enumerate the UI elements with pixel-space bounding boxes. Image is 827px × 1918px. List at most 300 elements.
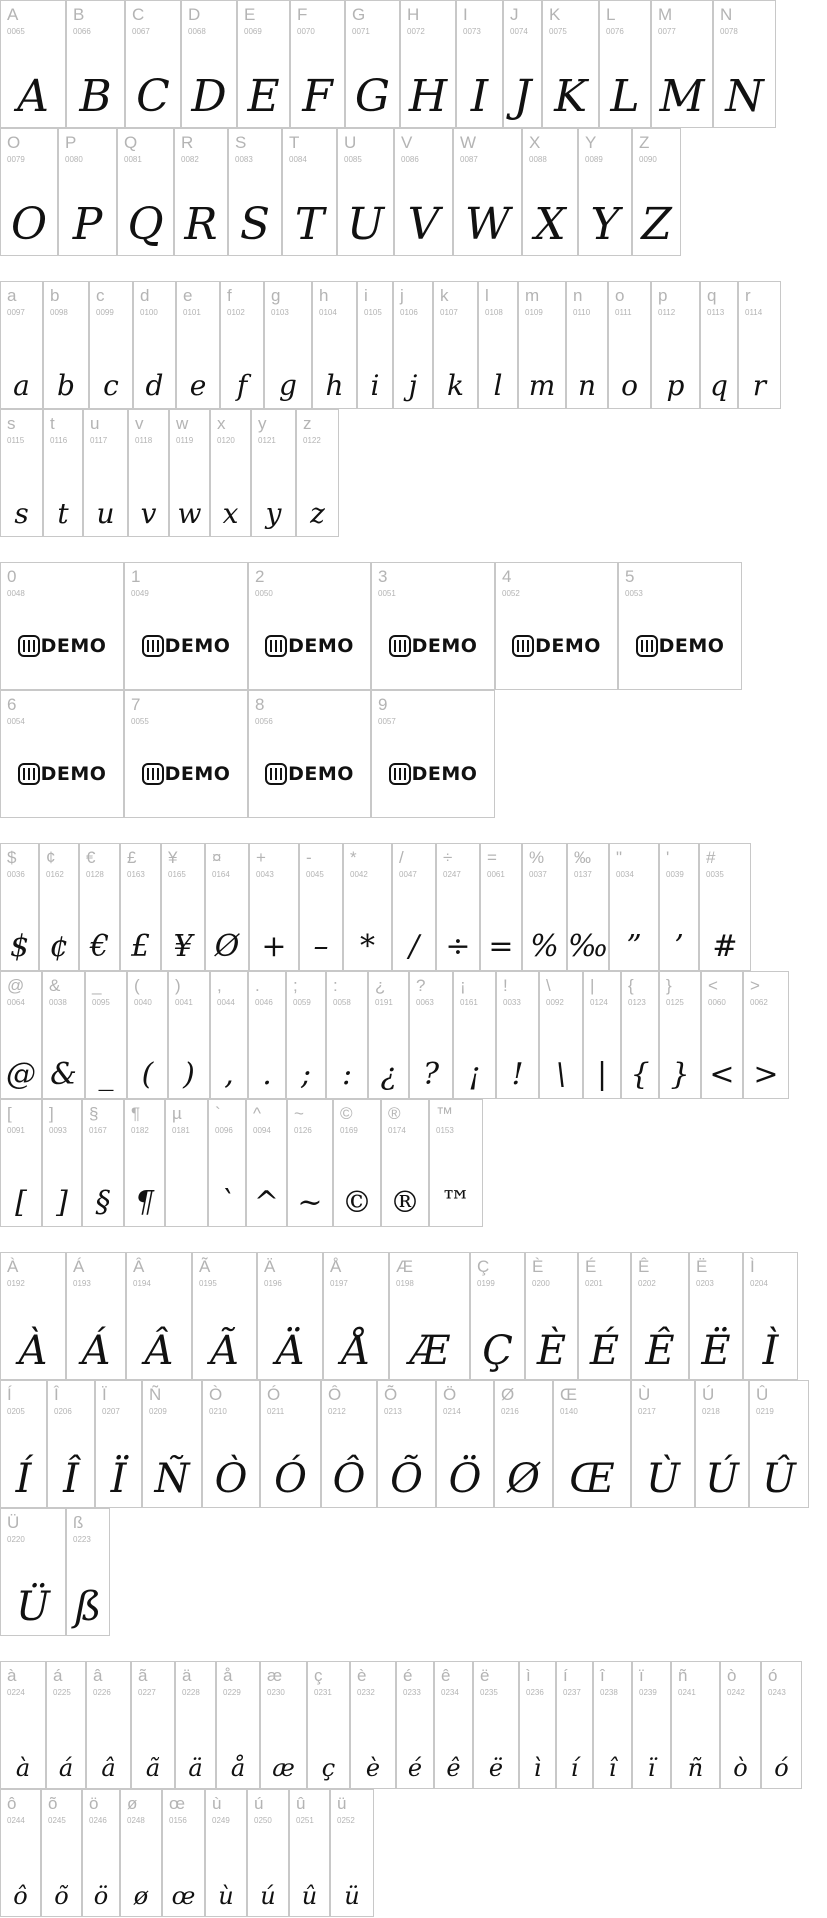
glyph-sample: ë xyxy=(488,1754,504,1782)
glyph-cell xyxy=(738,281,781,409)
glyph-cell xyxy=(124,562,248,690)
glyph-cell xyxy=(95,1380,142,1508)
glyph-cell xyxy=(247,1789,289,1917)
glyph-cell xyxy=(333,1099,381,1227)
glyph-cell xyxy=(609,843,659,971)
glyph-char-label: s xyxy=(7,414,16,433)
glyph-code: 0111 xyxy=(615,308,632,317)
glyph-code: 0087 xyxy=(460,155,478,164)
glyph-char-label: } xyxy=(666,976,672,995)
glyph-char-label: a xyxy=(7,286,17,305)
glyph-sample: U xyxy=(346,199,385,250)
glyph-code: 0099 xyxy=(96,308,114,317)
glyph-cell xyxy=(0,1661,46,1789)
glyph-cell xyxy=(168,971,210,1099)
glyph-code: 0233 xyxy=(403,1688,421,1697)
glyph-cell xyxy=(66,0,125,128)
glyph-cell xyxy=(83,409,128,537)
glyph-cell xyxy=(142,1380,202,1508)
glyph-sample: û xyxy=(301,1882,318,1910)
glyph-char-label: A xyxy=(7,5,19,24)
glyph-char-label: D xyxy=(188,5,201,24)
glyph-code: 0076 xyxy=(606,27,624,36)
glyph-cell xyxy=(82,1789,120,1917)
glyph-cell xyxy=(120,1789,162,1917)
glyph-cell xyxy=(345,0,400,128)
glyph-cell xyxy=(701,971,743,1099)
glyph-sample: ü xyxy=(344,1882,360,1910)
glyph-sample: a xyxy=(13,369,30,402)
glyph-code: 0167 xyxy=(89,1126,107,1135)
glyph-code: 0066 xyxy=(73,27,91,36)
glyph-sample: Ì xyxy=(762,1328,779,1374)
glyph-code: 0237 xyxy=(563,1688,581,1697)
glyph-code: 0048 xyxy=(7,589,25,598)
glyph-cell xyxy=(79,843,120,971)
glyph-code: 0033 xyxy=(503,998,521,1007)
glyph-cell xyxy=(260,1661,307,1789)
glyph-sample: ÷ xyxy=(445,929,471,964)
glyph-char-label: K xyxy=(549,5,561,24)
glyph-sample: : xyxy=(341,1057,353,1092)
demo-text: DEMO xyxy=(658,635,725,657)
glyph-char-label: _ xyxy=(92,976,102,995)
glyph-char-label: Á xyxy=(73,1257,85,1276)
glyph-sample: Z xyxy=(641,199,672,250)
glyph-char-label: { xyxy=(628,976,634,995)
demo-watermark xyxy=(619,633,741,659)
glyph-sample: Ó xyxy=(274,1456,307,1502)
glyph-code: 0119 xyxy=(176,436,194,445)
glyph-char-label: % xyxy=(529,848,545,867)
glyph-code: 0069 xyxy=(244,27,262,36)
demo-text: DEMO xyxy=(411,763,478,785)
glyph-sample: m xyxy=(528,369,556,402)
glyph-char-label: ä xyxy=(182,1666,192,1685)
glyph-char-label: [ xyxy=(7,1104,12,1123)
glyph-code: 0108 xyxy=(485,308,503,317)
glyph-char-label: Ê xyxy=(638,1257,650,1276)
glyph-cell xyxy=(434,1661,473,1789)
glyph-char-label: Í xyxy=(7,1385,12,1404)
glyph-sample: { xyxy=(630,1057,650,1092)
glyph-char-label: Ó xyxy=(267,1385,281,1404)
glyph-code: 0223 xyxy=(73,1535,91,1544)
glyph-char-label: ` xyxy=(215,1104,221,1123)
glyph-cell xyxy=(131,1661,175,1789)
glyph-char-label: ™ xyxy=(436,1104,453,1123)
demo-text: DEMO xyxy=(288,763,354,785)
glyph-char-label: T xyxy=(289,133,300,152)
glyph-cell xyxy=(117,128,174,256)
glyph-char-label: ' xyxy=(666,848,670,867)
glyph-cell xyxy=(248,562,371,690)
glyph-code: 0239 xyxy=(639,1688,657,1697)
glyph-char-label: c xyxy=(96,286,105,305)
glyph-code: 0235 xyxy=(480,1688,498,1697)
glyph-sample: ¥ xyxy=(173,929,193,964)
glyph-sample: = xyxy=(488,929,514,964)
glyph-sample: y xyxy=(265,497,282,530)
glyph-char-label: 6 xyxy=(7,695,17,714)
glyph-sample: ô xyxy=(13,1882,28,1910)
glyph-cell xyxy=(85,971,127,1099)
demo-text: DEMO xyxy=(411,635,478,657)
glyph-cell xyxy=(0,1508,66,1636)
glyph-cell xyxy=(720,1661,761,1789)
demo-text: DEMO xyxy=(535,635,601,657)
glyph-sample: > xyxy=(753,1057,779,1092)
glyph-sample: A xyxy=(17,71,49,122)
glyph-sample: Ü xyxy=(16,1584,50,1630)
glyph-sample: È xyxy=(536,1328,567,1374)
glyph-char-label: Ò xyxy=(209,1385,223,1404)
glyph-char-label: e xyxy=(183,286,193,305)
glyph-char-label: í xyxy=(563,1666,568,1685)
glyph-cell xyxy=(453,128,522,256)
glyph-code: 0250 xyxy=(254,1816,272,1825)
glyph-cell xyxy=(124,1099,165,1227)
glyph-code: 0080 xyxy=(65,155,83,164)
glyph-char-label: r xyxy=(745,286,751,305)
glyph-char-label: ì xyxy=(526,1666,531,1685)
glyph-code: 0156 xyxy=(169,1816,187,1825)
glyph-char-label: t xyxy=(50,414,55,433)
glyph-cell xyxy=(174,128,228,256)
glyph-code: 0210 xyxy=(209,1407,227,1416)
glyph-code: 0112 xyxy=(658,308,676,317)
glyph-code: 0060 xyxy=(708,998,726,1007)
glyph-char-label: ß xyxy=(73,1513,84,1532)
glyph-cell xyxy=(290,0,345,128)
glyph-cell xyxy=(128,409,169,537)
glyph-char-label: ø xyxy=(127,1794,138,1813)
glyph-cell xyxy=(86,1661,131,1789)
glyph-code: 0241 xyxy=(678,1688,696,1697)
glyph-code: 0226 xyxy=(93,1688,111,1697)
glyph-sample: Ù xyxy=(646,1456,680,1502)
demo-badge-icon xyxy=(265,635,287,657)
glyph-cell xyxy=(631,1380,695,1508)
glyph-code: 0107 xyxy=(440,308,458,317)
glyph-code: 0039 xyxy=(666,870,684,879)
glyph-cell xyxy=(41,1789,82,1917)
glyph-cell xyxy=(330,1789,374,1917)
demo-badge-icon xyxy=(512,635,534,657)
glyph-code: 0118 xyxy=(135,436,153,445)
demo-text: DEMO xyxy=(288,635,354,657)
demo-badge-icon xyxy=(636,635,658,657)
demo-watermark xyxy=(125,633,247,659)
glyph-char-label: u xyxy=(90,414,100,433)
glyph-char-label: / xyxy=(399,848,404,867)
glyph-code: 0198 xyxy=(396,1279,414,1288)
glyph-code: 0053 xyxy=(625,589,643,598)
glyph-char-label: ÷ xyxy=(443,848,453,867)
glyph-cell xyxy=(210,409,251,537)
glyph-sample: © xyxy=(342,1185,372,1220)
glyph-code: 0122 xyxy=(303,436,321,445)
glyph-cell xyxy=(456,0,503,128)
glyph-char-label: j xyxy=(400,286,404,305)
demo-badge-icon xyxy=(265,763,287,785)
glyph-sample: – xyxy=(313,929,329,964)
glyph-cell xyxy=(321,1380,377,1508)
glyph-cell xyxy=(307,1661,350,1789)
glyph-sample: ò xyxy=(733,1754,748,1782)
glyph-sample: % xyxy=(530,929,559,964)
demo-watermark xyxy=(1,633,123,659)
glyph-code: 0242 xyxy=(727,1688,745,1697)
glyph-sample: ¶ xyxy=(134,1185,155,1220)
demo-watermark xyxy=(249,761,370,787)
glyph-sample: e xyxy=(189,369,207,402)
demo-text: DEMO xyxy=(40,635,107,657)
glyph-code: 0085 xyxy=(344,155,362,164)
glyph-char-label: > xyxy=(750,976,760,995)
glyph-cell xyxy=(518,281,566,409)
demo-text: DEMO xyxy=(40,763,107,785)
glyph-char-label: M xyxy=(658,5,673,24)
glyph-char-label: S xyxy=(235,133,247,152)
glyph-sample: v xyxy=(140,497,157,530)
glyph-sample: ö xyxy=(93,1882,109,1910)
glyph-code: 0094 xyxy=(253,1126,271,1135)
demo-text: DEMO xyxy=(164,763,231,785)
glyph-code: 0049 xyxy=(131,589,149,598)
glyph-cell xyxy=(396,1661,434,1789)
glyph-char-label: g xyxy=(271,286,281,305)
demo-badge-icon xyxy=(142,635,164,657)
glyph-cell xyxy=(46,1661,86,1789)
demo-text: DEMO xyxy=(164,635,231,657)
glyph-char-label: Ç xyxy=(477,1257,490,1276)
glyph-char-label: v xyxy=(135,414,144,433)
glyph-char-label: à xyxy=(7,1666,17,1685)
glyph-sample: é xyxy=(407,1754,423,1782)
glyph-code: 0192 xyxy=(7,1279,25,1288)
glyph-code: 0216 xyxy=(501,1407,519,1416)
glyph-code: 0057 xyxy=(378,717,396,726)
glyph-cell xyxy=(433,281,478,409)
glyph-char-label: | xyxy=(590,976,595,995)
glyph-sample: s xyxy=(14,497,29,530)
glyph-code: 0068 xyxy=(188,27,206,36)
glyph-char-label: L xyxy=(606,5,616,24)
glyph-code: 0062 xyxy=(750,998,768,1007)
glyph-code: 0243 xyxy=(768,1688,786,1697)
glyph-code: 0169 xyxy=(340,1126,358,1135)
glyph-code: 0115 xyxy=(7,436,25,445)
glyph-code: 0230 xyxy=(267,1688,285,1697)
glyph-cell xyxy=(228,128,282,256)
glyph-sample: Î xyxy=(63,1456,79,1502)
glyph-code: 0164 xyxy=(212,870,230,879)
glyph-char-label: Y xyxy=(585,133,597,152)
glyph-char-label: $ xyxy=(7,848,17,867)
glyph-code: 0213 xyxy=(384,1407,402,1416)
glyph-code: 0044 xyxy=(217,998,235,1007)
glyph-char-label: œ xyxy=(169,1794,186,1813)
glyph-code: 0197 xyxy=(330,1279,348,1288)
glyph-cell xyxy=(120,843,161,971)
glyph-code: 0202 xyxy=(638,1279,656,1288)
glyph-sample: u xyxy=(96,497,115,530)
glyph-code: 0081 xyxy=(124,155,142,164)
glyph-char-label: q xyxy=(707,286,717,305)
glyph-code: 0038 xyxy=(49,998,67,1007)
glyph-code: 0096 xyxy=(215,1126,233,1135)
glyph-cell xyxy=(205,843,249,971)
glyph-sample: ¿ xyxy=(380,1057,397,1092)
glyph-code: 0137 xyxy=(574,870,592,879)
demo-badge-icon xyxy=(389,763,411,785)
glyph-char-label: § xyxy=(89,1104,99,1123)
glyph-char-label: Ì xyxy=(750,1257,755,1276)
glyph-char-label: ( xyxy=(134,976,140,995)
glyph-char-label: @ xyxy=(7,976,25,995)
glyph-char-label: Ä xyxy=(264,1257,276,1276)
glyph-char-label: Ø xyxy=(501,1385,515,1404)
glyph-sample: O xyxy=(10,199,48,250)
glyph-cell xyxy=(299,843,343,971)
glyph-sample: X xyxy=(534,199,566,250)
glyph-char-label: b xyxy=(50,286,60,305)
glyph-sample: | xyxy=(596,1057,608,1092)
glyph-sample: z xyxy=(310,497,325,530)
glyph-code: 0193 xyxy=(73,1279,91,1288)
glyph-sample: ( xyxy=(141,1057,154,1092)
glyph-cell xyxy=(42,1099,82,1227)
glyph-cell xyxy=(394,128,453,256)
glyph-char-label: ¥ xyxy=(168,848,178,867)
glyph-cell xyxy=(205,1789,247,1917)
glyph-sample: € xyxy=(89,929,110,964)
glyph-char-label: 0 xyxy=(7,567,17,586)
glyph-sample: I xyxy=(470,71,489,122)
glyph-char-label: y xyxy=(258,414,267,433)
glyph-cell xyxy=(248,690,371,818)
glyph-code: 0051 xyxy=(378,589,396,598)
glyph-sample: Ä xyxy=(275,1328,305,1374)
glyph-char-label: # xyxy=(706,848,716,867)
glyph-char-label: B xyxy=(73,5,85,24)
glyph-code: 0067 xyxy=(132,27,150,36)
glyph-sample: õ xyxy=(54,1882,69,1910)
glyph-sample: H xyxy=(408,71,448,122)
glyph-cell xyxy=(659,971,701,1099)
glyph-code: 0200 xyxy=(532,1279,550,1288)
glyph-code: 0195 xyxy=(199,1279,217,1288)
glyph-code: 0219 xyxy=(756,1407,774,1416)
glyph-sample: p xyxy=(666,369,685,402)
glyph-cell xyxy=(0,409,43,537)
glyph-code: 0104 xyxy=(319,308,337,317)
glyph-char-label: Ë xyxy=(696,1257,708,1276)
glyph-sample: £ xyxy=(130,929,151,964)
glyph-char-label: P xyxy=(65,133,77,152)
glyph-code: 0079 xyxy=(7,155,25,164)
glyph-cell xyxy=(651,281,700,409)
glyph-cell xyxy=(42,971,85,1099)
glyph-code: 0207 xyxy=(102,1407,120,1416)
glyph-char-label: G xyxy=(352,5,366,24)
glyph-cell xyxy=(494,1380,553,1508)
glyph-sample: œ xyxy=(171,1882,196,1910)
glyph-code: 0078 xyxy=(720,27,738,36)
glyph-sample: r xyxy=(752,369,767,402)
glyph-char-label: 9 xyxy=(378,695,388,714)
glyph-code: 0093 xyxy=(49,1126,67,1135)
glyph-char-label: I xyxy=(463,5,468,24)
glyph-cell xyxy=(47,1380,95,1508)
glyph-sample: ; xyxy=(300,1057,312,1092)
glyph-cell xyxy=(436,843,480,971)
glyph-cell xyxy=(522,128,578,256)
glyph-cell xyxy=(556,1661,593,1789)
glyph-sample: À xyxy=(18,1328,48,1374)
glyph-cell xyxy=(0,562,124,690)
glyph-sample: ê xyxy=(446,1754,461,1782)
glyph-code: 0251 xyxy=(296,1816,314,1825)
glyph-cell xyxy=(208,1099,246,1227)
glyph-code: 0124 xyxy=(590,998,608,1007)
glyph-cell xyxy=(566,281,608,409)
glyph-code: 0075 xyxy=(549,27,567,36)
glyph-cell xyxy=(436,1380,494,1508)
glyph-sample: k xyxy=(447,369,464,402)
glyph-char-label: O xyxy=(7,133,21,152)
glyph-char-label: m xyxy=(525,286,540,305)
glyph-char-label: õ xyxy=(48,1794,58,1813)
glyph-code: 0252 xyxy=(337,1816,355,1825)
glyph-code: 0227 xyxy=(138,1688,156,1697)
glyph-char-label: µ xyxy=(172,1104,182,1123)
glyph-cell xyxy=(618,562,742,690)
glyph-sample: Ë xyxy=(701,1328,731,1374)
glyph-code: 0052 xyxy=(502,589,520,598)
glyph-code: 0116 xyxy=(50,436,68,445)
glyph-char-label: Œ xyxy=(560,1385,577,1404)
glyph-code: 0050 xyxy=(255,589,273,598)
glyph-char-label: ú xyxy=(254,1794,264,1813)
glyph-char-label: ] xyxy=(49,1104,54,1123)
glyph-char-label: X xyxy=(529,133,541,152)
glyph-char-label: N xyxy=(720,5,733,24)
glyph-code: 0231 xyxy=(314,1688,332,1697)
glyph-char-label: Ñ xyxy=(149,1385,162,1404)
demo-watermark xyxy=(496,633,617,659)
glyph-char-label: f xyxy=(227,286,232,305)
glyph-cell xyxy=(66,1252,126,1380)
glyph-char-label: ë xyxy=(480,1666,490,1685)
glyph-code: 0045 xyxy=(306,870,324,879)
glyph-sample: ? xyxy=(422,1057,440,1092)
glyph-code: 0061 xyxy=(487,870,505,879)
glyph-code: 0162 xyxy=(46,870,64,879)
glyph-sample: § xyxy=(95,1185,111,1220)
glyph-char-label: 1 xyxy=(131,567,141,586)
glyph-sample: ß xyxy=(74,1584,102,1630)
glyph-cell xyxy=(161,843,205,971)
glyph-cell xyxy=(495,562,618,690)
glyph-cell xyxy=(578,128,632,256)
glyph-cell xyxy=(392,843,436,971)
glyph-cell xyxy=(249,843,299,971)
glyph-char-label: â xyxy=(93,1666,103,1685)
glyph-char-label: 2 xyxy=(255,567,265,586)
glyph-cell xyxy=(429,1099,483,1227)
